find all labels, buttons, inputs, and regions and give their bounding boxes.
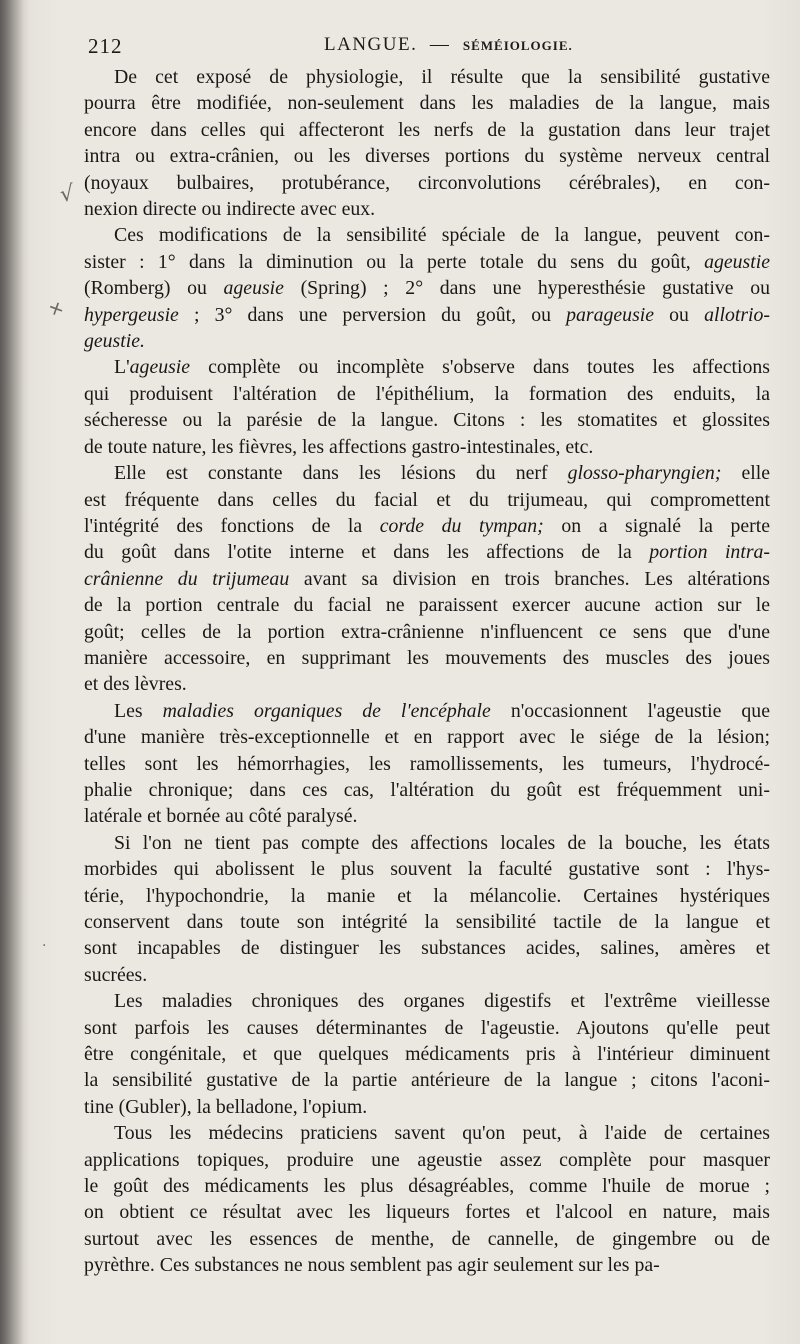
text-line: de toute nature, les fièvres, les affections gastro-intestinales, etc. xyxy=(84,435,594,458)
text-line: applications topiques, produire une ageustie assez complète pour masquer xyxy=(84,1148,770,1171)
text-line: sont incapables de distinguer les substances acides, salines, amères et xyxy=(84,937,770,960)
text-line: (noyaux bulbaires, protubérance, circonvolutions cérébrales), en con- xyxy=(84,171,770,194)
text-line: telles sont les hémorrhagies, les ramollissements, les tumeurs, l'hydrocé- xyxy=(84,752,770,775)
text-line: et des lèvres. xyxy=(84,673,187,696)
text-line: sister : 1° dans la diminution ou la perte totale du sens du goût, ageustie xyxy=(84,250,770,273)
text-line: Les maladies chroniques des organes digestifs et l'extrême vieillesse xyxy=(114,990,770,1013)
text-line: est fréquente dans celles du facial et du trijumeau, qui compromettent xyxy=(84,488,770,511)
text-line: Ces modifications de la sensibilité spéciale de la langue, peuvent con- xyxy=(114,224,770,247)
text-line: pourra être modifiée, non-seulement dans les maladies de la langue, mais xyxy=(84,92,770,115)
running-title-dash: — xyxy=(429,34,451,55)
text-line: morbides qui abolissent le plus souvent la faculté gustative sont : l'hys- xyxy=(84,858,770,881)
text-line: la sensibilité gustative de la partie antérieure de la langue ; citons l'aconi- xyxy=(84,1069,770,1092)
text-line: goût; celles de la portion extra-crânienne n'influencent ce sens que d'une xyxy=(84,620,770,643)
running-title-main: LANGUE. xyxy=(324,34,418,55)
text-line: qui produisent l'altération de l'épithélium, la formation des enduits, la xyxy=(84,382,770,405)
text-line: crânienne du trijumeau avant sa division en trois branches. Les altérations xyxy=(84,567,770,590)
body-text xyxy=(84,64,770,1279)
text-line: sucrées. xyxy=(84,963,148,986)
running-head xyxy=(88,34,768,64)
text-line: surtout avec les essences de menthe, de cannelle, de gingembre ou de xyxy=(84,1227,770,1250)
text-line: térie, l'hypochondrie, la manie et la mélancolie. Certaines hystériques xyxy=(84,884,770,907)
page-number: 212 xyxy=(88,34,123,58)
running-title-section: SÉMÉIOLOGIE. xyxy=(462,38,573,53)
text-line: le goût des médicaments les plus désagréables, comme l'huile de morue ; xyxy=(84,1175,770,1198)
text-line: être congénitale, et que quelques médicaments pris à l'intérieur diminuent xyxy=(84,1043,770,1066)
margin-check-mark: √ xyxy=(58,181,76,208)
text-line: du goût dans l'otite interne et dans les affections de la portion intra- xyxy=(84,541,770,564)
text-line: d'une manière très-exceptionnelle et en rapport avec le siége de la lésion; xyxy=(84,726,770,749)
margin-plus-mark: + xyxy=(44,293,69,323)
text-line: sont parfois les causes déterminantes de l'ageustie. Ajoutons qu'elle peut xyxy=(84,1016,770,1039)
binding-gutter-shadow xyxy=(0,0,24,1344)
text-line: De cet exposé de physiologie, il résulte que la sensibilité gustative xyxy=(114,66,770,88)
text-line: phalie chronique; dans ces cas, l'altération du goût est fréquemment uni- xyxy=(84,778,770,801)
text-line: nexion directe ou indirecte avec eux. xyxy=(84,198,376,221)
text-line: Elle est constante dans les lésions du nerf glosso-pharyngien; elle xyxy=(114,462,771,485)
text-line: (Romberg) ou ageusie (Spring) ; 2° dans une hyperesthésie gustative ou xyxy=(84,277,771,300)
text-line: Tous les médecins praticiens savent qu'on peut, à l'aide de certaines xyxy=(114,1122,770,1145)
text-line: l'intégrité des fonctions de la corde du tympan; on a signalé la perte xyxy=(84,514,771,537)
text-line: encore dans celles qui affecteront les nerfs de la gustation dans leur trajet xyxy=(84,118,770,141)
text-line: on obtient ce résultat avec les liqueurs fortes et l'alcool en nature, mais xyxy=(84,1201,770,1224)
text-line: sécheresse ou la parésie de la langue. Citons : les stomatites et glossites xyxy=(84,409,770,432)
text-line: hypergeusie ; 3° dans une perversion du goût, ou parageusie ou allotrio- xyxy=(84,303,771,326)
text-line: Si l'on ne tient pas compte des affections locales de la bouche, les états xyxy=(114,831,770,854)
text-line: Les maladies organiques de l'encéphale n'occasionnent l'ageustie que xyxy=(114,699,770,722)
text-line: manière accessoire, en supprimant les mouvements des muscles des joues xyxy=(84,646,770,669)
text-line: pyrèthre. Ces substances ne nous semblent pas agir seulement sur les pa- xyxy=(84,1254,660,1277)
text-line: conservent dans toute son intégrité la sensibilité tactile de la langue et xyxy=(84,911,770,933)
text-line: intra ou extra-crânien, ou les diverses portions du système nerveux central xyxy=(84,145,770,168)
margin-dot-mark: · xyxy=(42,938,47,954)
text-line: tine (Gubler), la belladone, l'opium. xyxy=(84,1095,368,1118)
text-line: geustie. xyxy=(84,330,145,353)
text-line: latérale et bornée au côté paralysé. xyxy=(84,805,358,828)
text-line: de la portion centrale du facial ne paraissent exercer aucune action sur le xyxy=(84,594,770,617)
running-title xyxy=(324,34,573,56)
text-line: L'ageusie complète ou incomplète s'observe dans toutes les affections xyxy=(114,356,770,379)
